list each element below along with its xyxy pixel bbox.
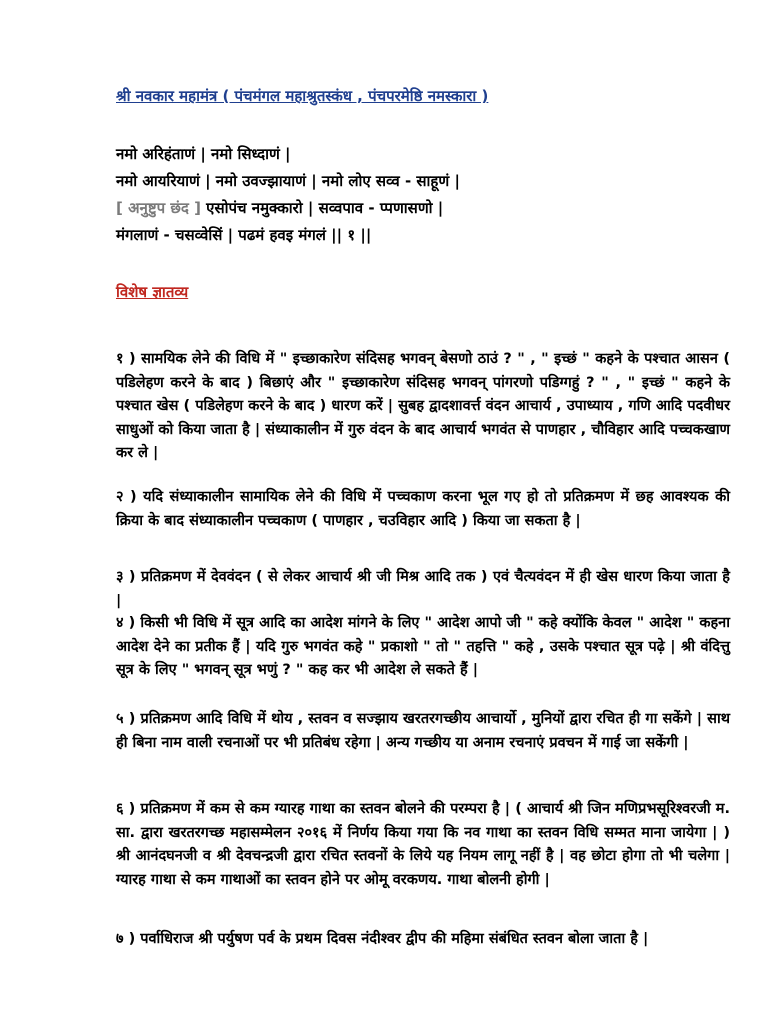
document-title: श्री नवकार महामंत्र ( पंचमंगल महाश्रुतस्कंध , पंचपरमेष्ठि नमस्कारा ) bbox=[116, 87, 489, 105]
verse-line-3 bbox=[116, 198, 443, 218]
verse-line-2 bbox=[116, 171, 460, 191]
paragraph-1: १ ) सामयिक लेने की विधि में " इच्छाकारेण संदिसह भगवन् बेसणो ठाउं ? " , " इच्छं " कहने के पश्चात आसन ( पडिलेहण करने के बाद ) बिछाएं और " इच्छाकारेण संदिसह भगवन् पांगरणो पडिग्गहुं ? " , " इच्छं " कहने के पश्चात खेस ( पडिलेहण करने के बाद ) धारण करें | सुबह द्वादशावर्त्त वंदन आचार्य , उपाध्याय , गणि आदि पदवीधर साधुओं को किया जाता है | संध्याकालीन में गुरु वंदन के बाद आचार्य भगवंत से पाणहार , चौविहार आदि पच्चकखाण कर ले | bbox=[116, 351, 730, 461]
paragraph-3: ३ ) प्रतिक्रमण में देववंदन ( से लेकर आचार्य श्री जी मिश्र आदि तक ) एवं चैत्यवंदन में ही खेस धारण किया जाता है | bbox=[116, 569, 730, 609]
verse-text: एसोपंच नमुक्कारो | सव्वपाव - प्पणासणो | bbox=[200, 199, 444, 217]
paragraph-2: २ ) यदि संध्याकालीन सामायिक लेने की विधि में पच्चकाण करना भूल गए हो तो प्रतिक्रमण में छह आवश्यक की क्रिया के बाद संध्याकालीन पच्चकाण ( पाणहार , चउविहार आदि ) किया जा सकता है | bbox=[116, 489, 730, 529]
paragraph-4: ४ ) किसी भी विधि में सूत्र आदि का आदेश मांगने के लिए " आदेश आपो जी " कहे क्योंकि केवल " आदेश " कहना आदेश देने का प्रतीक हैं | यदि गुरु भगवंत कहे " प्रकाशो " तो " तहत्ति " कहे , उसके पश्चात सूत्र पढ़े | श्री वंदित्तु सूत्र के लिए " भगवन् सूत्र भणुं ? " कह कर भी आदेश ले सकते हैं | bbox=[116, 615, 730, 678]
meter-label: [ अनुष्टुप छंद ] bbox=[116, 199, 201, 217]
verse-text: नमो अरिहंताणं | नमो सिध्दाणं | bbox=[116, 145, 291, 163]
verse-text: मंगलाणं - चसव्वेसिं | पढमं हवइ मंगलं || १ || bbox=[116, 226, 372, 244]
paragraph-6: ६ ) प्रतिक्रमण में कम से कम ग्यारह गाथा का स्तवन बोलने की परम्परा है | ( आचार्य श्री जिन मणिप्रभसूरिश्वरजी म. सा. द्वारा खरतरगच्छ महासम्मेलन २०१६ में निर्णय किया गया कि नव गाथा का स्तवन विधि सम्मत माना जायेगा | ) श्री आनंदघनजी व श्री देवचन्द्रजी द्वारा रचित स्तवनों के लिये यह नियम लागू नहीं है | वह छोटा होगा तो भी चलेगा | ग्यारह गाथा से कम गाथाओं का स्तवन होने पर ओमू वरकणय. गाथा बोलनी होगी | bbox=[116, 801, 730, 888]
paragraph-5: ५ ) प्रतिक्रमण आदि विधि में थोय , स्तवन व सज्झाय खरतरगच्छीय आचार्यो , मुनियों द्वारा रचित ही गा सकेंगे | साथ ही बिना नाम वाली रचनाओं पर भी प्रतिबंध रहेगा | अन्य गच्छीय या अनाम रचनाएं प्रवचन में गाई जा सकेंगी | bbox=[116, 711, 730, 751]
verse-line-1 bbox=[116, 144, 291, 164]
paragraph-7: ७ ) पर्वाधिराज श्री पर्युषण पर्व के प्रथम दिवस नंदीश्वर द्वीप की महिमा संबंधित स्तवन बोला जाता है | bbox=[116, 931, 649, 947]
section-heading: विशेष ज्ञातव्य bbox=[116, 283, 189, 301]
verse-line-4 bbox=[116, 225, 371, 245]
verse-text: नमो आयरियाणं | नमो उवज्झायाणं | नमो लोए सव्व - साहूणं | bbox=[116, 172, 460, 190]
